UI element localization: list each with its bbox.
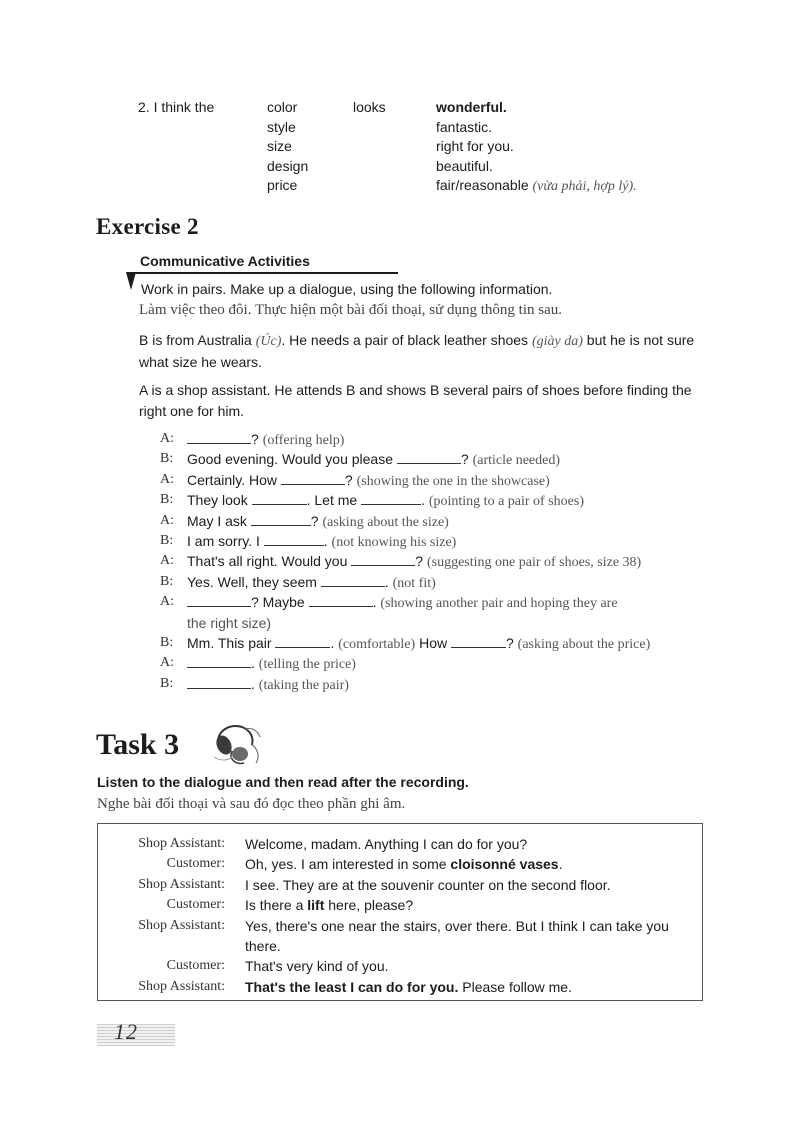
blank xyxy=(275,634,330,648)
paragraph-a: A is a shop assistant. He attends B and shows B several pairs of shoes before finding the right one for him. xyxy=(139,382,692,419)
dialogue-line: B: . (taking the pair) xyxy=(160,675,349,693)
table-col-adjs xyxy=(436,98,637,197)
adj-item: wonderful. xyxy=(436,99,507,115)
adj-item: right for you. xyxy=(436,138,514,155)
blank xyxy=(361,491,421,505)
blank xyxy=(187,593,251,607)
model-dialogue-box: Shop Assistant: Welcome, madam. Anything I can do for you? Customer: Oh, yes. I am interested in some cloisonné vases. Shop Assistant: I see. They are at the souvenir counter on the second floor. Customer: Is there a lift here, please? Shop Assistant: Yes, there's one near the stairs, over there. But I think I can take you there. Customer: That's very kind of you. Shop Assistant: That's the least I can do for you. Please follow me. xyxy=(97,823,703,1001)
blank xyxy=(351,552,415,566)
blank xyxy=(451,634,506,648)
section-marker xyxy=(126,272,136,290)
noun-item: color xyxy=(267,99,298,115)
dialogue-line: B: Yes. Well, they seem . (not fit) xyxy=(160,573,436,591)
adj-item: fair/reasonable (vừa phải, hợp lý). xyxy=(436,177,637,195)
headphones-icon xyxy=(210,721,264,767)
dialogue-line: B: They look . Let me . (pointing to a pair of shoes) xyxy=(160,492,584,510)
page-number: 12 xyxy=(114,1019,138,1044)
task-instruction: Listen to the dialogue and then read after the recording. xyxy=(97,774,469,790)
blank xyxy=(187,654,251,668)
adj-note: (vừa phải, hợp lý). xyxy=(532,179,637,195)
noun-item: style xyxy=(267,118,296,135)
dialogue-line: A: . (telling the price) xyxy=(160,655,356,673)
dialogue-line-cont: the right size) xyxy=(187,614,272,631)
noun-item: price xyxy=(267,177,298,194)
task-instruction-vn: Nghe bài đối thoại và sau đó đọc theo phần ghi âm. xyxy=(97,796,406,812)
dialogue-line: A: That's all right. Would you ? (suggesting one pair of shoes, size 38) xyxy=(160,553,642,571)
instruction: Work in pairs. Make up a dialogue, using the following information. xyxy=(141,281,553,297)
adj-item: beautiful. xyxy=(436,157,493,174)
blank xyxy=(281,471,345,485)
instruction-vn: Làm việc theo đôi. Thực hiện một bài đối thoại, sử dụng thông tin sau. xyxy=(139,302,563,318)
paragraph-b: B is from Australia (Úc). He needs a pair of black leather shoes (giày da) but he is not sure what size he wears. xyxy=(139,332,695,370)
blank xyxy=(251,512,311,526)
dialogue-line: B: Good evening. Would you please ? (article needed) xyxy=(160,451,561,469)
dialogue-line: B: I am sorry. I . (not knowing his size) xyxy=(160,532,457,550)
blank xyxy=(252,491,307,505)
blank xyxy=(321,573,385,587)
dialogue-line: A: ? Maybe . (showing another pair and hoping they are xyxy=(160,594,618,612)
dialogue-line: A: ? (offering help) xyxy=(160,431,345,448)
blank xyxy=(309,593,373,607)
blank xyxy=(397,450,461,464)
section-title: Communicative Activities xyxy=(140,253,310,269)
table-col-nouns xyxy=(267,98,308,196)
blank xyxy=(187,430,251,444)
noun-item: design xyxy=(267,157,309,174)
adj-item: fantastic. xyxy=(436,118,493,135)
table-verb: looks xyxy=(353,99,386,115)
blank xyxy=(187,675,251,689)
noun-item: size xyxy=(267,138,292,155)
practice-dialogue xyxy=(160,429,720,694)
section-underline xyxy=(128,272,398,274)
dialogue-line: A: Certainly. How ? (showing the one in the showcase) xyxy=(160,471,550,489)
exercise-heading: Exercise 2 xyxy=(96,214,199,239)
blank xyxy=(264,532,324,546)
task-heading: Task 3 xyxy=(96,728,180,761)
dialogue-line: B: Mm. This pair . (comfortable) How ? (asking about the price) xyxy=(160,634,651,652)
table-lead: 2. I think the xyxy=(138,99,215,115)
dialogue-line: A: May I ask ? (asking about the size) xyxy=(160,512,449,530)
